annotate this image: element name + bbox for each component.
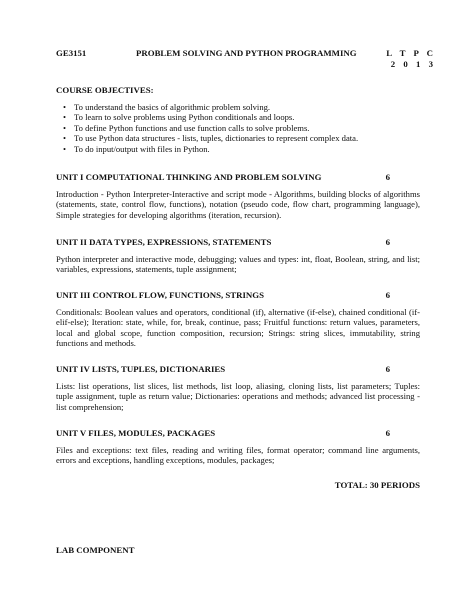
unit-3-section: [56, 290, 420, 349]
unit-description: Files and exceptions: text files, reading and writing files, format operator; command line arguments, errors and exceptions, handling exceptions, modules, packages;: [56, 444, 420, 466]
unit-title: [56, 290, 420, 301]
unit-description: Conditionals: Boolean values and operators, conditional (if), alternative (if-else), chained conditional (if-elif-else); Iteration: state, while, for, break, continue, pass; Fruitful functions: return values, parameters, local and global scope, function composition, recursion; Strings: string slices, immutability, string functions and methods.: [56, 306, 420, 349]
ltpc-label: L T P C: [386, 48, 436, 58]
unit-hours: 6: [385, 290, 390, 300]
unit-hours: 6: [385, 428, 390, 438]
lab-component-title: LAB COMPONENT: [56, 545, 135, 555]
unit-hours: 6: [385, 364, 390, 374]
list-item: • To use Python data structures - lists, tuples, dictionaries to represent complex data.: [74, 133, 420, 144]
unit-description: Lists: list operations, list slices, list methods, list loop, aliasing, cloning lists, list parameters; Tuples: tuple assignment, tuple as return value; Dictionaries: operations and methods; advanced list processing - list comprehension;: [56, 380, 420, 412]
unit-description: Python interpreter and interactive mode, debugging; values and types: int, float, Boolean, string, and list; variables, expressions, statements, tuple assignment;: [56, 253, 420, 275]
unit-title-text: UNIT IV LISTS, TUPLES, DICTIONARIES: [56, 364, 226, 374]
objectives-title: COURSE OBJECTIVES:: [56, 85, 154, 95]
unit-hours: 6: [385, 172, 390, 182]
unit-title-text: UNIT II DATA TYPES, EXPRESSIONS, STATEMENTS: [56, 237, 272, 247]
ltpc-values: 2 0 1 3: [390, 59, 436, 69]
course-code: GE3151: [56, 48, 87, 58]
list-item: • To understand the basics of algorithmic problem solving.: [74, 102, 420, 113]
unit-title-text: UNIT I COMPUTATIONAL THINKING AND PROBLEM SOLVING: [56, 172, 322, 182]
unit-2-section: [56, 237, 420, 275]
course-title: PROBLEM SOLVING AND PYTHON PROGRAMMING: [136, 48, 357, 58]
list-item: • To do input/output with files in Python.: [74, 144, 420, 155]
unit-title: [56, 428, 420, 439]
unit-title: [56, 237, 420, 248]
total-periods: TOTAL: 30 PERIODS: [334, 480, 420, 490]
unit-4-section: [56, 364, 420, 412]
list-item: • To define Python functions and use function calls to solve problems.: [74, 123, 420, 134]
objectives-list: [56, 102, 420, 155]
unit-hours: 6: [385, 237, 390, 247]
unit-5-section: [56, 428, 420, 466]
list-item: • To learn to solve problems using Python conditionals and loops.: [74, 112, 420, 123]
objectives-section: [56, 85, 420, 155]
unit-1-section: [56, 172, 420, 220]
unit-description: Introduction - Python Interpreter-Interactive and script mode - Algorithms, building blocks of algorithms (statements, state, control flow, functions), notation (pseudo code, flow chart, programming language), Simple strategies for developing algorithms (iteration, recursion).: [56, 188, 420, 220]
unit-title: [56, 172, 420, 183]
unit-title: [56, 364, 420, 375]
unit-title-text: UNIT V FILES, MODULES, PACKAGES: [56, 428, 216, 438]
unit-title-text: UNIT III CONTROL FLOW, FUNCTIONS, STRINGS: [56, 290, 265, 300]
